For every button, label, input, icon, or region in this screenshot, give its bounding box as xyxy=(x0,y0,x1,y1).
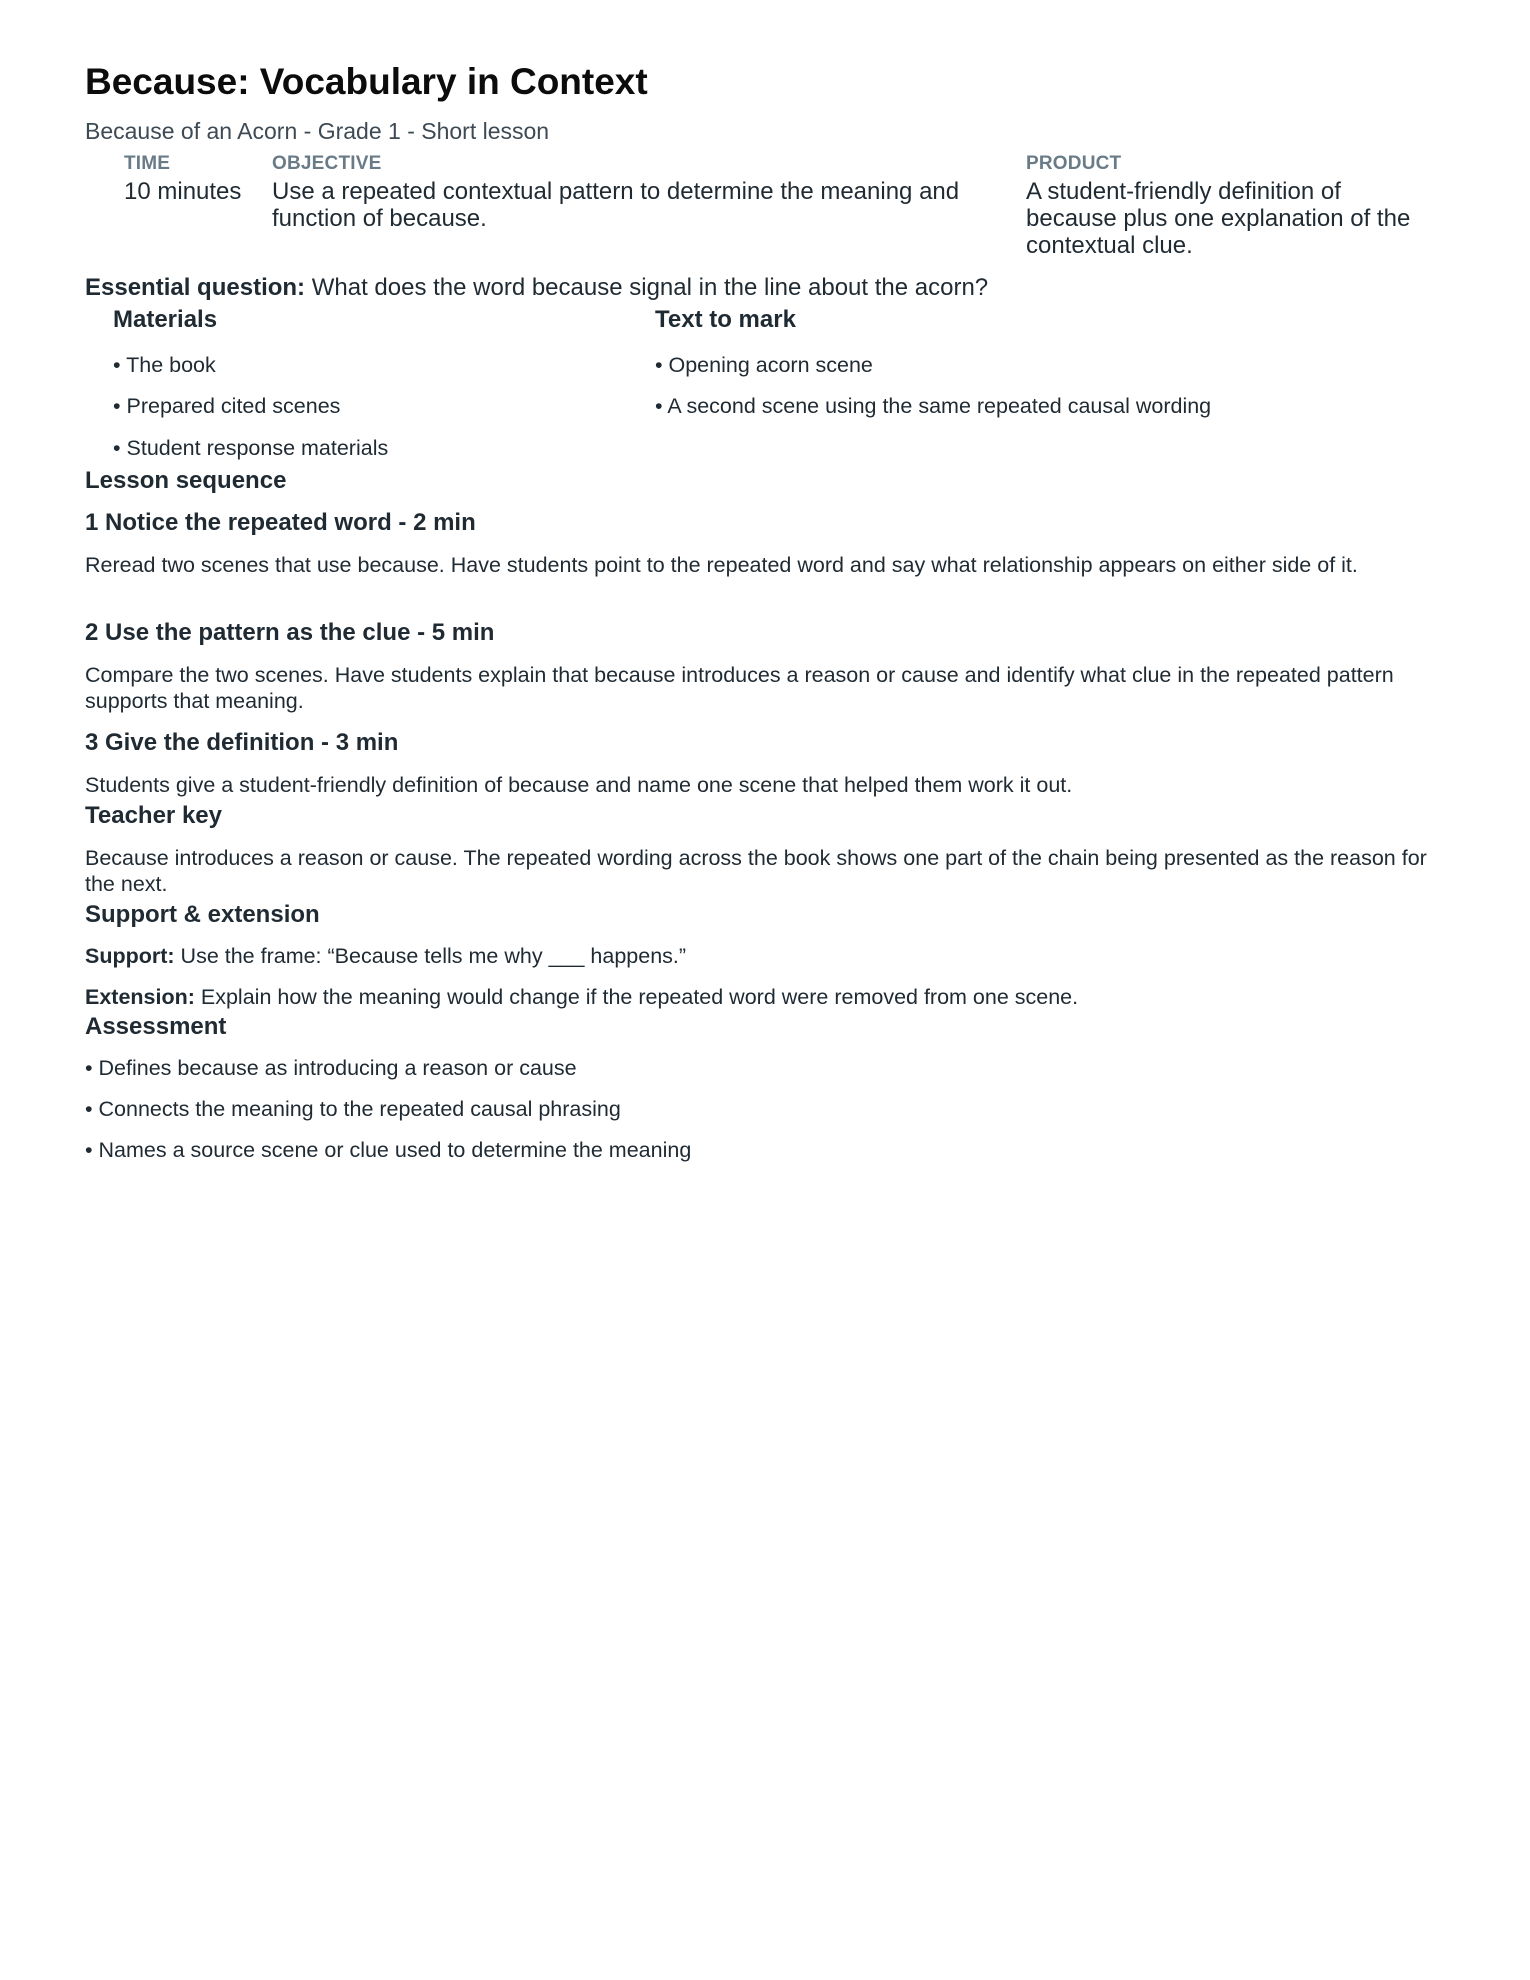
materials-item: • Student response materials xyxy=(113,436,389,460)
objective-label: OBJECTIVE xyxy=(272,153,382,174)
extension-line xyxy=(85,984,1445,1010)
essential-question xyxy=(85,274,988,302)
time-value: 10 minutes xyxy=(124,178,242,205)
text-to-mark-item: • Opening acorn scene xyxy=(655,353,873,377)
support-label: Support: xyxy=(85,944,175,968)
text-to-mark-heading: Text to mark xyxy=(655,306,796,333)
step-title: 3 Give the definition - 3 min xyxy=(85,729,399,756)
essential-question-text: What does the word because signal in the line about the acorn? xyxy=(305,274,989,301)
assessment-heading: Assessment xyxy=(85,1013,227,1040)
essential-question-label: Essential question: xyxy=(85,274,306,301)
step-text: Reread two scenes that use because. Have students point to the repeated word and say what relationship appears on either side of it. xyxy=(85,553,1358,577)
step-text: Students give a student-friendly definition of because and name one scene that helped them work it out. xyxy=(85,773,1073,797)
assessment-item: • Names a source scene or clue used to determine the meaning xyxy=(85,1138,692,1162)
time-label: TIME xyxy=(124,153,171,174)
product-value: A student-friendly definition of because plus one explanation of the contextual clue. xyxy=(1026,178,1411,259)
objective-value: Use a repeated contextual pattern to determine the meaning and function of because. xyxy=(272,178,960,232)
page-subtitle: Because of an Acorn - Grade 1 - Short lesson xyxy=(85,118,550,144)
step-text: Compare the two scenes. Have students explain that because introduces a reason or cause and identify what clue in the repeated pattern supports that meaning. xyxy=(85,663,1394,713)
support-extension-heading: Support & extension xyxy=(85,901,320,928)
extension-label: Extension: xyxy=(85,985,195,1009)
teacher-key-text: Because introduces a reason or cause. The repeated wording across the book shows one part of the chain being presented as the reason for the next. xyxy=(85,846,1427,896)
page-title: Because: Vocabulary in Context xyxy=(85,61,648,102)
extension-text: Explain how the meaning would change if the repeated word were removed from one scene. xyxy=(194,985,1079,1009)
materials-item: • The book xyxy=(113,353,216,377)
materials-heading: Materials xyxy=(113,306,218,333)
lesson-sequence-heading: Lesson sequence xyxy=(85,467,287,494)
support-text: Use the frame: “Because tells me why ___ happens.” xyxy=(174,944,687,968)
materials-item: • Prepared cited scenes xyxy=(113,394,341,418)
assessment-item: • Defines because as introducing a reason or cause xyxy=(85,1056,577,1080)
teacher-key-heading: Teacher key xyxy=(85,802,222,829)
text-to-mark-item: • A second scene using the same repeated causal wording xyxy=(655,394,1212,418)
product-label: PRODUCT xyxy=(1026,153,1122,174)
support-line xyxy=(85,943,1445,969)
step-title: 1 Notice the repeated word - 2 min xyxy=(85,509,476,536)
step-title: 2 Use the pattern as the clue - 5 min xyxy=(85,619,495,646)
assessment-item: • Connects the meaning to the repeated causal phrasing xyxy=(85,1097,621,1121)
